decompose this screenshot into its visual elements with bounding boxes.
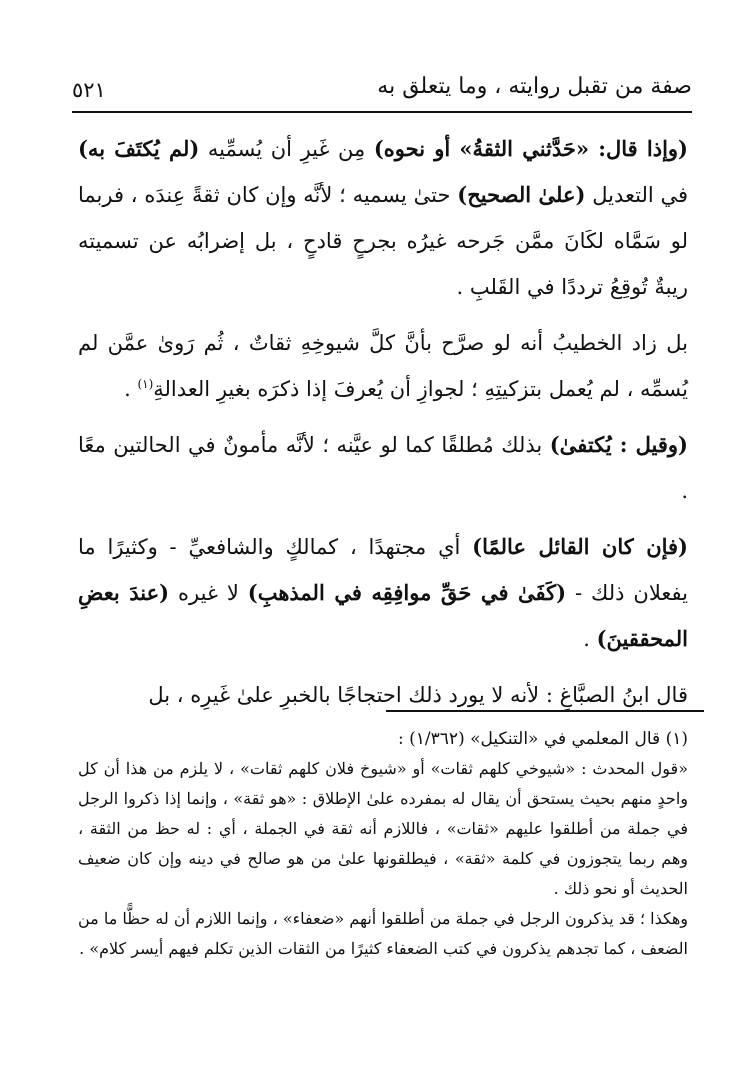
quoted-phrase: (كَفَىٰ في حَقِّ موافِقِه في المذهبِ) — [247, 580, 567, 605]
text-run: بل زاد الخطيبُ أنه لو صرَّح بأنَّ كلَّ شيوخِهِ ثقاتٌ ، ثُم رَوىٰ عمَّن لم يُسمِّه ، لم يُعمل بتزكيتِهِ ؛ لجوازِ أن يُعرفَ إذا ذكرَه بغيرِ العدالةِ — [78, 331, 688, 401]
text-run: قال ابنُ الصبَّاغِ : لأنه لا يورد ذلك احتجاجًا بالخبرِ علىٰ غَيرِه ، بل — [148, 683, 688, 707]
paragraph-1 — [78, 126, 688, 310]
text-run: في التعديل — [585, 183, 688, 207]
footnotes — [78, 724, 688, 964]
text-run: حتىٰ يسميه ؛ لأنَّه وإن كان ثقةً عِندَه ، فربما لو سَمَّاه لكَانَ ممَّن جَرحه غيرُه بجرحٍ قادحٍ ، بل إضرابُه عن تسميته ريبةٌ تُوقِعُ ترددًا في القَلبِ . — [78, 183, 688, 299]
footnote-heading: (١) قال المعلمي في «التنكيل» (١/٣٦٢) : — [398, 729, 688, 749]
quoted-phrase: (وإذا قال: «حَدَّثني الثقةُ» أو نحوه) — [373, 136, 688, 161]
quoted-phrase: (لم يُكتَفَ به) — [78, 136, 200, 161]
footnote-paragraph-1: «قول المحدث : «شيوخي كلهم ثقات» أو «شيوخ فلان كلهم ثقات» ، لا يلزم من هذا أن كل واحدٍ منهم بحيث يستحق أن يقال له بمفرده علىٰ الإطلاق : «هو ثقة» ، وإنما إذا ذكروا الرجل في جملة من أطلقوا عليهم «ثقات» ، فاللازم أنه ثقة في الجملة ، أي : له حظ من الثقة ، وهم ربما يتجوزون في كلمة «ثقة» ، فيطلقونها علىٰ من هو صالح في دينه وإن كان ضعيف الحديث أو نحو ذلك . — [78, 759, 688, 898]
text-run: أي مجتهدًا ، كمالكٍ والشافعيِّ - وكثيرًا ما يفعلان ذلك - — [78, 535, 688, 605]
paragraph-3 — [78, 422, 688, 514]
quoted-phrase: (عندَ بعضِ المحققينَ) — [78, 580, 688, 651]
main-text — [78, 126, 688, 718]
footnote-separator — [386, 710, 704, 712]
running-header — [72, 72, 692, 106]
text-run: . — [124, 377, 138, 401]
quoted-phrase: (وقيل : يُكتفىٰ) — [549, 432, 688, 457]
running-title: صفة من تقبل روايته ، وما يتعلق به — [377, 74, 692, 99]
quoted-phrase: (فإن كان القائل عالمًا) — [472, 534, 688, 559]
text-run: مِن غَيرِ أن يُسمِّيه — [199, 137, 374, 161]
quoted-phrase: (علىٰ الصحيح) — [457, 182, 586, 207]
paragraph-2 — [78, 320, 688, 412]
page-number: ٥٢١ — [72, 78, 106, 102]
text-run: لا غيره — [169, 581, 248, 605]
paragraph-4 — [78, 524, 688, 662]
header-rule — [72, 111, 692, 113]
footnote-marker[interactable]: (١) — [137, 377, 154, 391]
text-run: . — [583, 627, 597, 651]
footnote-paragraph-2: وهكذا ؛ قد يذكرون الرجل في جملة من أطلقوا أنهم «ضعفاء» ، وإنما اللازم أن له حظًّا ما من الضعف ، كما تجدهم يذكرون في كتب الضعفاء كثيرًا من الثقات الذين تكلم فيهم أيسر كلام» . — [78, 909, 688, 958]
text-run: بذلك مُطلقًا كما لو عيَّنه ؛ لأنَّه مأمونٌ في الحالتين معًا . — [78, 433, 688, 503]
